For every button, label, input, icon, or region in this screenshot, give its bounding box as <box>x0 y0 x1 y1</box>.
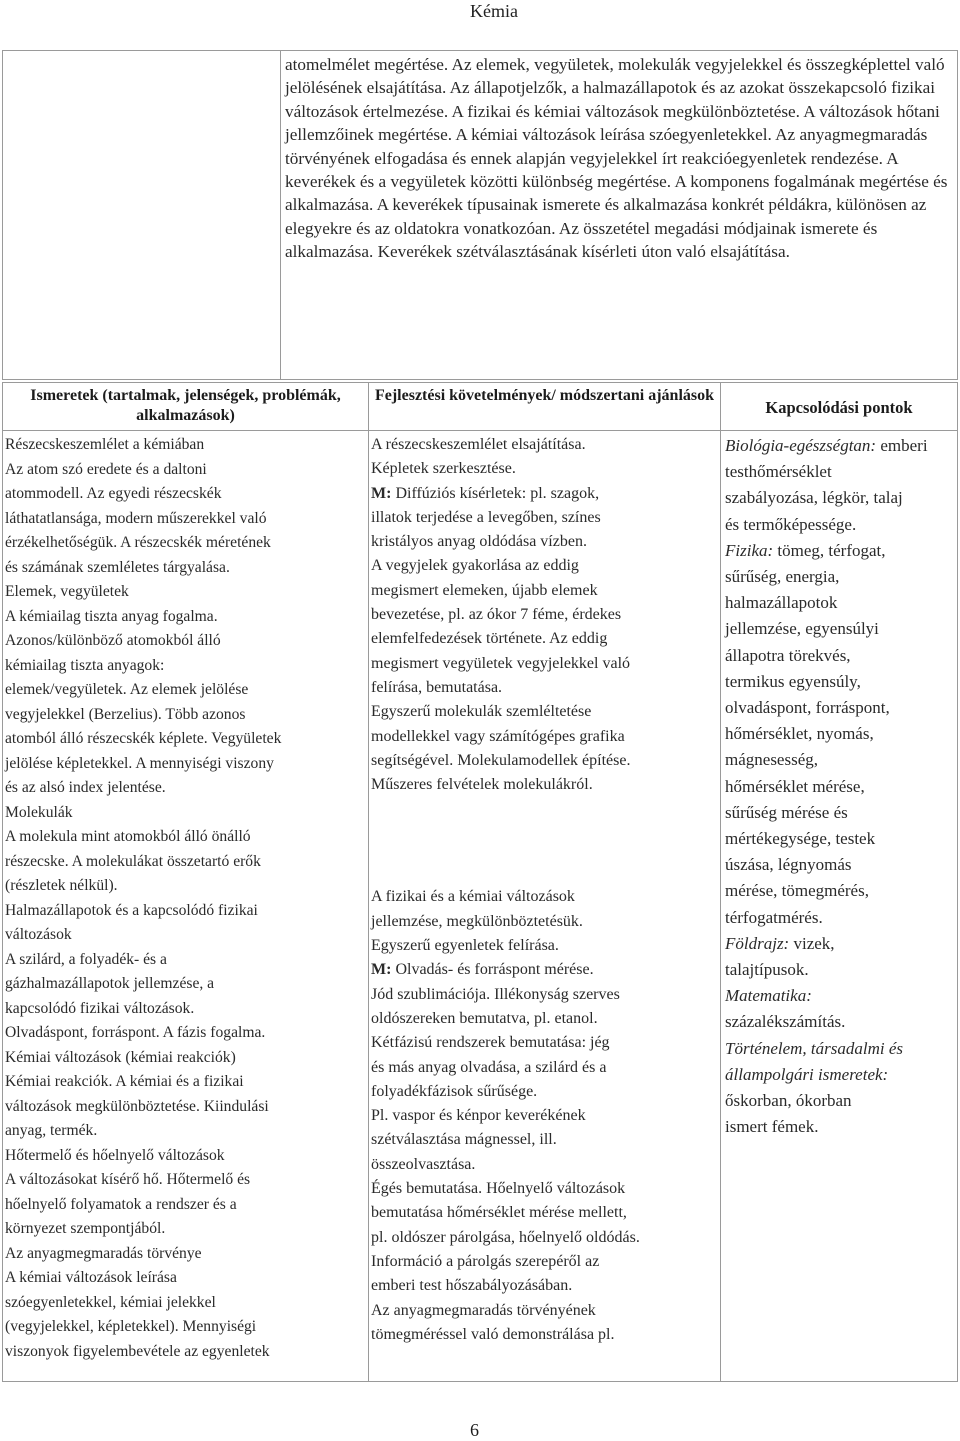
text-line: megismert vegyületek vegyjelekkel való <box>371 654 631 672</box>
text-line: pl. oldószer párolgása, hőelnyelő oldódás. <box>371 1228 640 1246</box>
text-line: oldószereken bemutatva, pl. etanol. <box>371 1009 598 1027</box>
text-line: anyag, termék. <box>5 1122 98 1139</box>
text-line: Információ a párolgás szerepéről az <box>371 1252 600 1270</box>
text-line: Az anyagmegmaradás törvényének <box>371 1301 596 1319</box>
text-line: Történelem, társadalmi és <box>725 1038 904 1058</box>
text-line: A vegyjelek gyakorlása az eddig <box>371 557 579 575</box>
text-line: hőelnyelő folyamatok a rendszer és a <box>5 1195 237 1213</box>
fold-line <box>725 931 954 957</box>
text-line: tömegméréssel való demonstrálása pl. <box>371 1325 615 1343</box>
method-marker: M: <box>371 484 392 502</box>
subject-title: Kémia <box>470 1 518 21</box>
text-line: A kémiai változások leírása <box>5 1269 177 1286</box>
text-line: mágnesesség, <box>725 750 819 770</box>
text-line: őskorban, ókorban <box>725 1091 852 1111</box>
fold-rest <box>725 957 954 983</box>
text-line: Az anyagmegmaradás törvénye <box>5 1244 202 1262</box>
text-line: emberi test hőszabályozásában. <box>371 1277 573 1295</box>
text-line: Képletek szerkesztése. <box>371 460 516 478</box>
text-line: úszása, légnyomás <box>725 855 852 875</box>
text-line: megismert elemeken, újabb elemek <box>371 581 598 599</box>
text-line: és számának szemléletes tárgyalása. <box>5 558 230 576</box>
text-line: Hőtermelő és hőelnyelő változások <box>5 1146 225 1164</box>
text-line: Molekulák <box>5 803 73 821</box>
text-line: A molekula mint atomokból álló önálló <box>5 828 251 845</box>
text-line: környezet szempontjából. <box>5 1220 166 1237</box>
bio-label: Biológia-egészségtan: <box>725 436 877 455</box>
text-line: bevezetése, pl. az ókor 7 féme, érdekes <box>371 606 622 624</box>
text-line: viszonyok figyelembevétele az egyenletek <box>5 1342 270 1360</box>
text-line: Jód szublimációja. Illékonyság szerves <box>371 985 620 1003</box>
text-line: térfogatmérés. <box>725 907 823 927</box>
bio-line <box>725 433 954 459</box>
text-line: láthatatlansága, modern műszerekkel való <box>5 509 267 527</box>
text-line: illatok terjedése a levegőben, színes <box>371 508 601 526</box>
knowledge-list <box>3 431 368 1364</box>
text-line: jellemzése, megkülönböztetésük. <box>371 912 583 930</box>
text-line: állampolgári ismeretek: <box>725 1064 889 1084</box>
text-line: Kémiai reakciók. A kémiai és a fizikai <box>5 1073 244 1090</box>
text-line: érzékelhetőségük. A részecskék méretének <box>5 534 271 551</box>
text-line: mérése, tömegmérés, <box>725 881 869 901</box>
text-line: részecske. A molekulákat összetartó erők <box>5 852 261 870</box>
text-line: Égés bemutatása. Hőelnyelő változások <box>371 1180 626 1198</box>
text-line: modellekkel vagy számítógépes grafika <box>371 727 625 745</box>
fiz-rest <box>725 564 954 931</box>
text-line: vegyjelekkel (Berzelius). Több azonos <box>5 705 246 723</box>
text-line: összeolvasztása. <box>371 1155 476 1173</box>
knowledge-cell <box>3 431 369 1382</box>
text-line: szétválasztása mágnessel, ill. <box>371 1131 557 1149</box>
text-line: és más anyag olvadása, a szilárd és a <box>371 1058 607 1076</box>
text-line: folyadékfázisok sűrűsége. <box>371 1082 538 1100</box>
fiz-label: Fizika: <box>725 540 774 560</box>
text-line: kémiailag tiszta anyagok: <box>5 656 165 674</box>
text-line: termikus egyensúly, <box>725 671 861 691</box>
requirements-cell <box>369 431 721 1382</box>
text-line: és az alsó index jelentése. <box>5 779 166 796</box>
requirements-block-2 <box>371 885 718 1347</box>
text-line: A szilárd, a folyadék- és a <box>5 950 167 968</box>
text-line: talajtípusok. <box>725 960 809 980</box>
text-line: testhőmérséklet <box>725 462 832 482</box>
text-line: hőmérséklet mérése, <box>725 776 865 796</box>
text-line: A fizikai és a kémiai változások <box>371 888 575 906</box>
text-line: Kémiai változások (kémiai reakciók) <box>5 1048 236 1066</box>
text-line: (vegyjelekkel, képletekkel). Mennyiségi <box>5 1318 257 1335</box>
text-line: elemfelfedezések története. Az eddig <box>371 630 608 648</box>
text-line: kristályos anyag oldódása vízben. <box>371 533 587 551</box>
text-line: sűrűség mérése és <box>725 802 848 822</box>
text-line: atomból álló részecskék képlete. Vegyületek <box>5 730 282 747</box>
text-line: M: Olvadás- és forráspont mérése. <box>371 961 594 979</box>
method-marker: M: <box>371 961 392 979</box>
text-line: jelölése képletekkel. A mennyiségi viszony <box>5 754 274 772</box>
text-line: felírása, bemutatása. <box>371 678 503 696</box>
text-line: A részecskeszemlélet elsajátítása. <box>371 436 586 453</box>
text-line: olvadáspont, forráspont, <box>725 698 890 718</box>
text-line: és termőképessége. <box>725 514 857 534</box>
text-line: Pl. vaspor és kénpor keverékének <box>371 1107 586 1125</box>
page-header <box>0 0 960 24</box>
text-line: elemek/vegyületek. Az elemek jelölése <box>5 681 249 698</box>
text-line: segítségével. Molekulamodellek építése. <box>371 751 631 769</box>
page-number: 6 <box>470 1420 479 1440</box>
text-line: szabályozása, légkör, talaj <box>725 488 903 508</box>
intro-table <box>2 50 958 380</box>
text-line: jellemzése, egyensúlyi <box>725 619 879 639</box>
fiz-line <box>725 538 954 564</box>
text-line: Egyszerű egyenletek felírása. <box>371 937 559 955</box>
bio-rest <box>725 459 954 538</box>
requirements-list <box>369 431 720 1347</box>
text-line: (részletek nélkül). <box>5 877 118 894</box>
text-line: Azonos/különböző atomokból álló <box>5 632 221 649</box>
header-requirements: Fejlesztési követelmények/ módszertani ajánlások <box>369 383 721 431</box>
text-line: A változásokat kísérő hő. Hőtermelő és <box>5 1171 251 1188</box>
text-line: Egyszerű molekulák szemléltetése <box>371 703 592 721</box>
fold-label: Földrajz: <box>725 933 790 953</box>
text-line: A kémiailag tiszta anyag fogalma. <box>5 607 218 625</box>
text-line: gázhalmazállapotok jellemzése, a <box>5 975 215 992</box>
curriculum-table <box>2 382 958 1382</box>
text-line: változások <box>5 926 72 943</box>
text-line: halmazállapotok <box>725 593 838 613</box>
text-line: Az atom szó eredete és a daltoni <box>5 460 207 478</box>
text-line: szóegyenletekkel, kémiai jelekkel <box>5 1293 216 1311</box>
requirements-block-1 <box>371 433 718 797</box>
intro-text-cell <box>281 51 958 380</box>
text-line: atommodell. Az egyedi részecskék <box>5 485 222 502</box>
text-line: ismert fémek. <box>725 1117 819 1137</box>
tort-label <box>725 1036 954 1088</box>
text-line: Halmazállapotok és a kapcsolódó fizikai <box>5 901 258 919</box>
text-line: kapcsolódó fizikai változások. <box>5 999 195 1017</box>
text-line: százalékszámítás. <box>725 1012 846 1032</box>
text-line: bemutatása hőmérséklet mérése mellett, <box>371 1204 627 1222</box>
intro-empty-cell <box>3 51 281 380</box>
connections-cell <box>721 431 958 1382</box>
tort-rest <box>725 1088 954 1140</box>
fold-first: vizek, <box>789 933 835 953</box>
intro-text: atomelmélet megértése. Az elemek, vegyületek, molekulák vegyjelekkel és összegképlettel való jelölésének elsajátítása. Az állapotjelzők, a halmazállapotok és az azokat összekapcsoló fizikai változások értelmezése. A fizikai és kémiai változások megkülönböztetése. A változások hőtani jellemzőinek megértése. A kémiai változások leírása szóegyenletekkel. Az anyagmegmaradás törvényének elfogadása és ennek alapján vegyjelekkel írt reakcióegyenletek rendezése. A keverékek és a vegyületek közötti különbség megértése. A komponens fogalmának megértése és alkalmazása. A keverékek típusainak ismerete és alkalmazása konkrét példákra, különösen az elegyekre és az oldatokra vonatkozóan. Az összetétel megadási módjainak ismerete és alkalmazása. Keverékek szétválasztásának kísérleti úton való elsajátítása. <box>285 55 948 262</box>
header-connections: Kapcsolódási pontok <box>721 383 958 431</box>
text-line: sűrűség, energia, <box>725 567 840 587</box>
bio-first: emberi <box>876 436 928 455</box>
text-line: állapotra törekvés, <box>725 645 851 665</box>
header-knowledge: Ismeretek (tartalmak, jelenségek, problémák, alkalmazások) <box>3 383 369 431</box>
connections-list <box>721 431 957 1140</box>
fiz-first: tömeg, térfogat, <box>773 540 886 560</box>
text-line: Részecskeszemlélet a kémiában <box>5 436 205 453</box>
text-line: mértékegysége, testek <box>725 829 876 849</box>
text-line: Olvadáspont, forráspont. A fázis fogalma. <box>5 1024 266 1041</box>
text-line: M: Diffúziós kísérletek: pl. szagok, <box>371 484 600 502</box>
text-line: hőmérséklet, nyomás, <box>725 724 874 744</box>
text-line: változások megkülönböztetése. Kiindulási <box>5 1097 269 1115</box>
text-line: Műszeres felvételek molekulákról. <box>371 776 593 794</box>
mat-rest <box>725 1009 954 1035</box>
mat-label: Matematika: <box>725 986 812 1006</box>
text-line: Kétfázisú rendszerek bemutatása: jég <box>371 1034 610 1052</box>
text-line: Elemek, vegyületek <box>5 583 129 600</box>
